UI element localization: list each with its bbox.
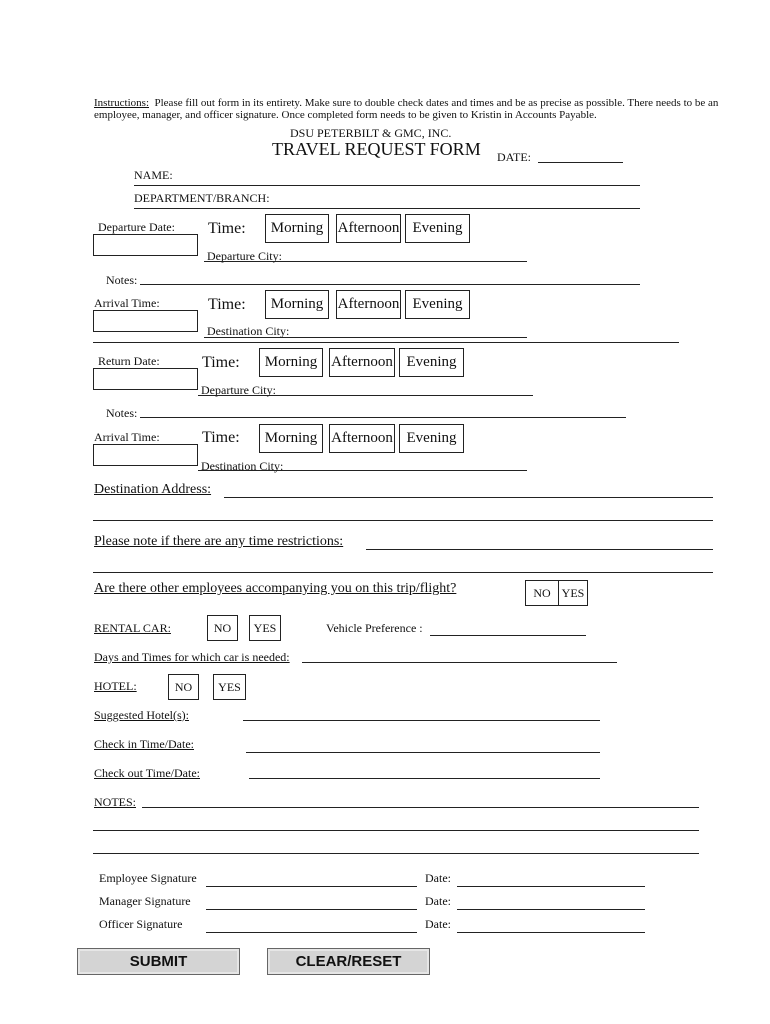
manager-date-field[interactable] <box>457 909 645 910</box>
form-title: TRAVEL REQUEST FORM <box>272 139 481 159</box>
employee-date-field[interactable] <box>457 886 645 887</box>
destination-city-1-label: Destination City: <box>207 324 290 338</box>
departure-date-label: Departure Date: <box>98 220 175 234</box>
destination-address-label: Destination Address: <box>94 482 212 497</box>
car-days-field[interactable] <box>302 662 617 663</box>
manager-signature-field[interactable] <box>206 909 417 910</box>
arrival-1-time-label: Time: <box>208 296 246 313</box>
return-departure-city-field[interactable] <box>198 395 533 396</box>
destination-address-field-2[interactable] <box>93 520 713 521</box>
departure-city-field[interactable] <box>204 261 527 262</box>
accompanying-no-option[interactable]: NO <box>525 580 559 606</box>
check-out-field[interactable] <box>249 778 600 779</box>
destination-address-field[interactable] <box>224 497 713 498</box>
employee-signature-label: Employee Signature <box>99 871 197 885</box>
time-restrictions-field-2[interactable] <box>93 572 713 573</box>
arrival-2-afternoon-option[interactable]: Afternoon <box>329 424 395 453</box>
company-name: DSU PETERBILT & GMC, INC. <box>290 126 452 140</box>
notes-2-label: Notes: <box>106 406 138 420</box>
notes-2-field[interactable] <box>140 417 626 418</box>
vehicle-preference-label: Vehicle Preference : <box>326 621 423 635</box>
car-days-label: Days and Times for which car is needed: <box>94 650 290 664</box>
arrival-time-1-label: Arrival Time: <box>94 296 160 310</box>
name-label: NAME: <box>134 168 173 182</box>
return-departure-city-label: Departure City: <box>201 383 276 397</box>
manager-date-label: Date: <box>425 894 451 908</box>
officer-signature-label: Officer Signature <box>99 917 183 931</box>
hotel-label: HOTEL: <box>94 679 137 693</box>
section-divider <box>93 342 679 343</box>
hotel-no-option[interactable]: NO <box>168 674 199 700</box>
rental-car-label: RENTAL CAR: <box>94 621 171 635</box>
return-date-label: Return Date: <box>98 354 160 368</box>
manager-signature-label: Manager Signature <box>99 894 191 908</box>
arrival-2-evening-option[interactable]: Evening <box>399 424 464 453</box>
arrival-time-1-input[interactable] <box>93 310 198 332</box>
rental-car-no-option[interactable]: NO <box>207 615 238 641</box>
departure-date-input[interactable] <box>93 234 198 256</box>
notes-field-1[interactable] <box>142 807 699 808</box>
return-evening-option[interactable]: Evening <box>399 348 464 377</box>
departure-morning-option[interactable]: Morning <box>265 214 329 243</box>
check-out-label: Check out Time/Date: <box>94 766 200 780</box>
arrival-time-2-input[interactable] <box>93 444 198 466</box>
clear-reset-button[interactable]: CLEAR/RESET <box>267 948 430 975</box>
department-field[interactable] <box>134 208 640 209</box>
accompanying-yes-option[interactable]: YES <box>558 580 588 606</box>
destination-city-2-field[interactable] <box>198 470 527 471</box>
destination-city-1-field[interactable] <box>204 337 527 338</box>
time-restrictions-label: Please note if there are any time restrictions: <box>94 534 344 549</box>
date-field[interactable] <box>538 162 623 163</box>
officer-date-label: Date: <box>425 917 451 931</box>
notes-1-field[interactable] <box>140 284 640 285</box>
departure-time-label: Time: <box>208 220 246 237</box>
name-field[interactable] <box>134 185 640 186</box>
officer-signature-field[interactable] <box>206 932 417 933</box>
date-label: DATE: <box>497 150 531 164</box>
arrival-1-morning-option[interactable]: Morning <box>265 290 329 319</box>
arrival-2-morning-option[interactable]: Morning <box>259 424 323 453</box>
submit-button[interactable]: SUBMIT <box>77 948 240 975</box>
notes-field-2[interactable] <box>93 830 699 831</box>
notes-1-label: Notes: <box>106 273 138 287</box>
suggested-hotels-field[interactable] <box>243 720 600 721</box>
instructions-text-2: employee, manager, and officer signature. Once completed form needs to be given to Kristin in Accounts Payable. <box>94 109 597 121</box>
departure-city-label: Departure City: <box>207 249 282 263</box>
arrival-1-evening-option[interactable]: Evening <box>405 290 470 319</box>
arrival-time-2-label: Arrival Time: <box>94 430 160 444</box>
employee-date-label: Date: <box>425 871 451 885</box>
notes-label: NOTES: <box>94 795 136 809</box>
instructions-text-1: Please fill out form in its entirety. Make sure to double check dates and times and be as precise as possible. There needs to be an <box>154 97 719 109</box>
arrival-1-afternoon-option[interactable]: Afternoon <box>336 290 401 319</box>
return-date-input[interactable] <box>93 368 198 390</box>
suggested-hotels-label: Suggested Hotel(s): <box>94 708 189 722</box>
hotel-yes-option[interactable]: YES <box>213 674 246 700</box>
destination-city-2-label: Destination City: <box>201 459 284 473</box>
check-in-field[interactable] <box>246 752 600 753</box>
check-in-label: Check in Time/Date: <box>94 737 194 751</box>
departure-afternoon-option[interactable]: Afternoon <box>336 214 401 243</box>
employee-signature-field[interactable] <box>206 886 417 887</box>
rental-car-yes-option[interactable]: YES <box>249 615 281 641</box>
departure-evening-option[interactable]: Evening <box>405 214 470 243</box>
instructions-line1 <box>94 97 718 109</box>
time-restrictions-field[interactable] <box>366 549 713 550</box>
department-label: DEPARTMENT/BRANCH: <box>134 191 270 205</box>
officer-date-field[interactable] <box>457 932 645 933</box>
arrival-2-time-label: Time: <box>202 429 240 446</box>
return-time-label: Time: <box>202 354 240 371</box>
return-afternoon-option[interactable]: Afternoon <box>329 348 395 377</box>
notes-field-3[interactable] <box>93 853 699 854</box>
instructions-label: Instructions: <box>94 97 149 109</box>
vehicle-preference-field[interactable] <box>430 635 586 636</box>
accompanying-question: Are there other employees accompanying you on this trip/flight? <box>94 581 457 596</box>
return-morning-option[interactable]: Morning <box>259 348 323 377</box>
